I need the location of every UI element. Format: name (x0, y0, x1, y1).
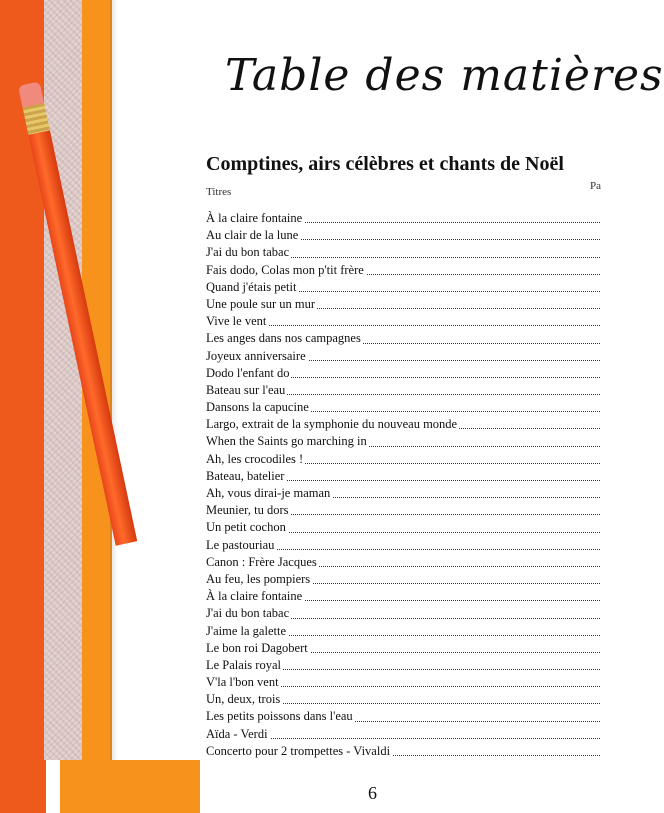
toc-entry-title: Le bon roi Dagobert (206, 640, 308, 655)
toc-entry[interactable] (206, 554, 600, 571)
toc-entry-title: Quand j'étais petit (206, 279, 297, 294)
toc-entry[interactable] (206, 468, 600, 485)
toc-entry[interactable] (206, 743, 600, 760)
toc-entry-title: Un petit cochon (206, 520, 286, 535)
page-number: 6 (368, 783, 377, 803)
toc-entry-title: J'ai du bon tabac (206, 245, 290, 260)
toc-entry-title: Une poule sur un mur (206, 296, 316, 311)
column-header-titles: Titres (206, 186, 232, 198)
toc-entry[interactable] (206, 348, 600, 365)
section-title: Comptines, airs célèbres et chants de Noël (206, 153, 564, 175)
toc-entry[interactable] (206, 502, 600, 519)
toc-entry[interactable] (206, 485, 600, 502)
column-header-page: Pa (590, 180, 601, 192)
toc-entry-title: À la claire fontaine (206, 211, 303, 225)
toc-entry-title: Aïda - Verdi (206, 726, 268, 741)
toc-entry[interactable] (206, 691, 600, 708)
toc-entry[interactable] (206, 623, 600, 640)
toc-entry[interactable] (206, 313, 600, 330)
toc-entry[interactable] (206, 244, 600, 261)
toc-entry-title: Joyeux anniversaire (206, 348, 306, 363)
toc-entry[interactable] (206, 262, 600, 279)
toc-entry-title: Largo, extrait de la symphonie du nouveau monde (206, 417, 458, 432)
toc-entry[interactable] (206, 365, 600, 382)
strip-shadow (110, 0, 118, 813)
toc-entry[interactable] (206, 210, 600, 227)
toc-entry[interactable] (206, 416, 600, 433)
toc-entry-title: Concerto pour 2 trompettes - Vivaldi (206, 743, 391, 758)
toc-entry[interactable] (206, 674, 600, 691)
toc-entry-title: Bateau sur l'eau (206, 382, 286, 397)
toc-entry-title: Canon : Frère Jacques (206, 554, 317, 569)
toc-entry[interactable] (206, 399, 600, 416)
toc-entry[interactable] (206, 605, 600, 622)
toc-entry-title: Dodo l'enfant do (206, 365, 290, 380)
toc-entry-title: À la claire fontaine (206, 589, 303, 604)
toc-entry-title: V'la l'bon vent (206, 675, 279, 690)
toc-entry-title: Dansons la capucine (206, 400, 309, 415)
toc-entry[interactable] (206, 571, 600, 588)
toc-entry[interactable] (206, 451, 600, 468)
toc-entry-title: Ah, vous dirai-je maman (206, 486, 331, 500)
toc-entry-title: J'aime la galette (206, 623, 286, 638)
orange-footer-block (60, 760, 200, 813)
toc-entry-title: Les petits poissons dans l'eau (206, 709, 353, 724)
toc-entry-title: Ah, les crocodiles ! (206, 451, 304, 466)
table-of-contents (206, 210, 600, 760)
toc-entry[interactable] (206, 537, 600, 554)
toc-entry-title: Vive le vent (206, 314, 267, 329)
toc-entry[interactable] (206, 588, 600, 605)
toc-entry-title: Au clair de la lune (206, 228, 299, 243)
toc-entry[interactable] (206, 519, 600, 536)
toc-entry[interactable] (206, 726, 600, 743)
toc-entry[interactable] (206, 640, 600, 657)
toc-entry[interactable] (206, 330, 600, 347)
toc-entry[interactable] (206, 433, 600, 450)
toc-entry-title: Au feu, les pompiers (206, 571, 311, 586)
toc-entry-title: Le pastouriau (206, 537, 275, 552)
toc-entry-title: Fais dodo, Colas mon p'tit frère (206, 262, 364, 277)
toc-entry-title: Meunier, tu dors (206, 503, 289, 518)
toc-entry[interactable] (206, 708, 600, 725)
toc-entry-title: Les anges dans nos campagnes (206, 331, 361, 346)
toc-entry-title: Le Palais royal (206, 657, 281, 672)
textured-paper-strip (44, 0, 82, 760)
page-title: Table des matières (225, 50, 664, 101)
toc-entry[interactable] (206, 382, 600, 399)
toc-entry[interactable] (206, 296, 600, 313)
toc-entry-title: Bateau, batelier (206, 468, 285, 483)
decorative-border (0, 0, 200, 813)
toc-entry-title: When the Saints go marching in (206, 434, 367, 449)
toc-entry-title: J'ai du bon tabac (206, 606, 290, 621)
toc-entry[interactable] (206, 657, 600, 674)
toc-entry[interactable] (206, 279, 600, 296)
toc-entry[interactable] (206, 227, 600, 244)
toc-entry-title: Un, deux, trois (206, 692, 281, 707)
